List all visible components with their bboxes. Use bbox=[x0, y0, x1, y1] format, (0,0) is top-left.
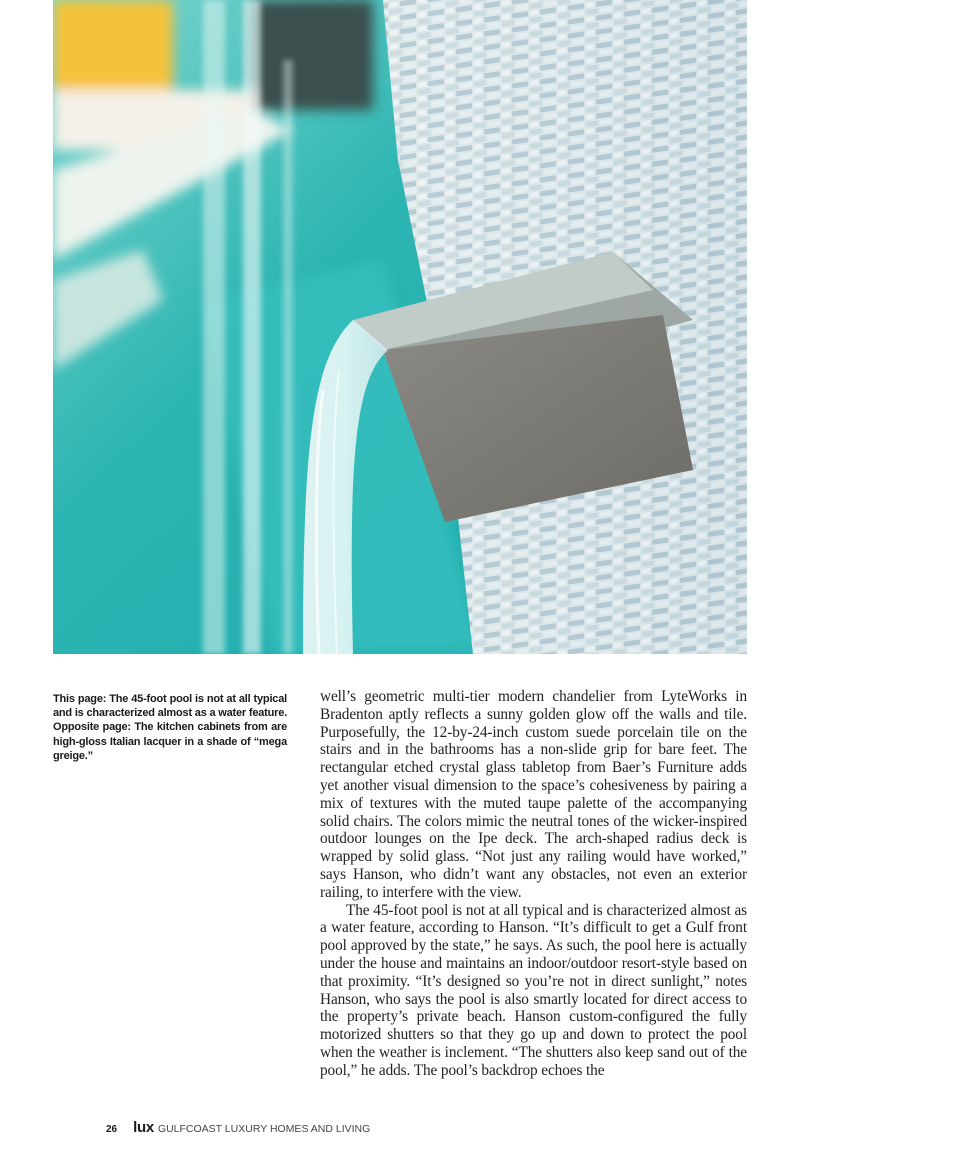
magazine-tagline: GULFCOAST LUXURY HOMES AND LIVING bbox=[157, 1123, 371, 1135]
photo-caption bbox=[53, 692, 287, 763]
article-body bbox=[320, 688, 747, 1080]
magazine-logo: lux bbox=[133, 1119, 154, 1136]
page-number: 26 bbox=[106, 1124, 118, 1135]
caption-text: This page: The 45-foot pool is not at all typical and is characterized almost as a water feature. Opposite page: The kitchen cabinets from are high-gloss Italian lacquer in a shade of “mega greige.” bbox=[53, 693, 287, 762]
page-footer bbox=[106, 1119, 370, 1136]
article-paragraph: The 45-foot pool is not at all typical and is characterized almost as a water feature, according to Hanson. “It’s difficult to get a Gulf front pool approved by the state,” he says. As such, the pool here is actually under the house and maintains an indoor/outdoor resort-style based on that proximity. “It’s designed so you’re not in direct sunlight,” notes Hanson, who says the pool is also smartly located for direct access to the property’s private beach. Hanson custom-configured the fully motorized shutters so that they go up and down to protect the pool when the weather is inclement. “The shutters also keep sand out of the pool,” he adds. The pool’s backdrop echoes the bbox=[320, 901, 747, 1079]
pool-waterfall-image bbox=[53, 0, 747, 654]
hero-photo bbox=[53, 0, 747, 654]
article-paragraph: well’s geometric multi-tier modern chandelier from LyteWorks in Bradenton aptly reflects a sunny golden glow off the walls and tile. Purposefully, the 12-by-24-inch custom suede porcelain tile on the stairs and in the bathrooms has a non-slide grip for bare feet. The rectangular etched crystal glass tabletop from Baer’s Furniture adds yet another visual dimension to the space’s cohesiveness by pairing a mix of textures with the muted taupe palette of the accompanying solid chairs. The colors mimic the neutral tones of the wicker-inspired outdoor lounges on the Ipe deck. The arch-shaped radius deck is wrapped by solid glass. “Not just any railing would have worked,” says Hanson, who didn’t want any obstacles, not even an exterior railing, to interfere with the view. bbox=[320, 688, 747, 901]
